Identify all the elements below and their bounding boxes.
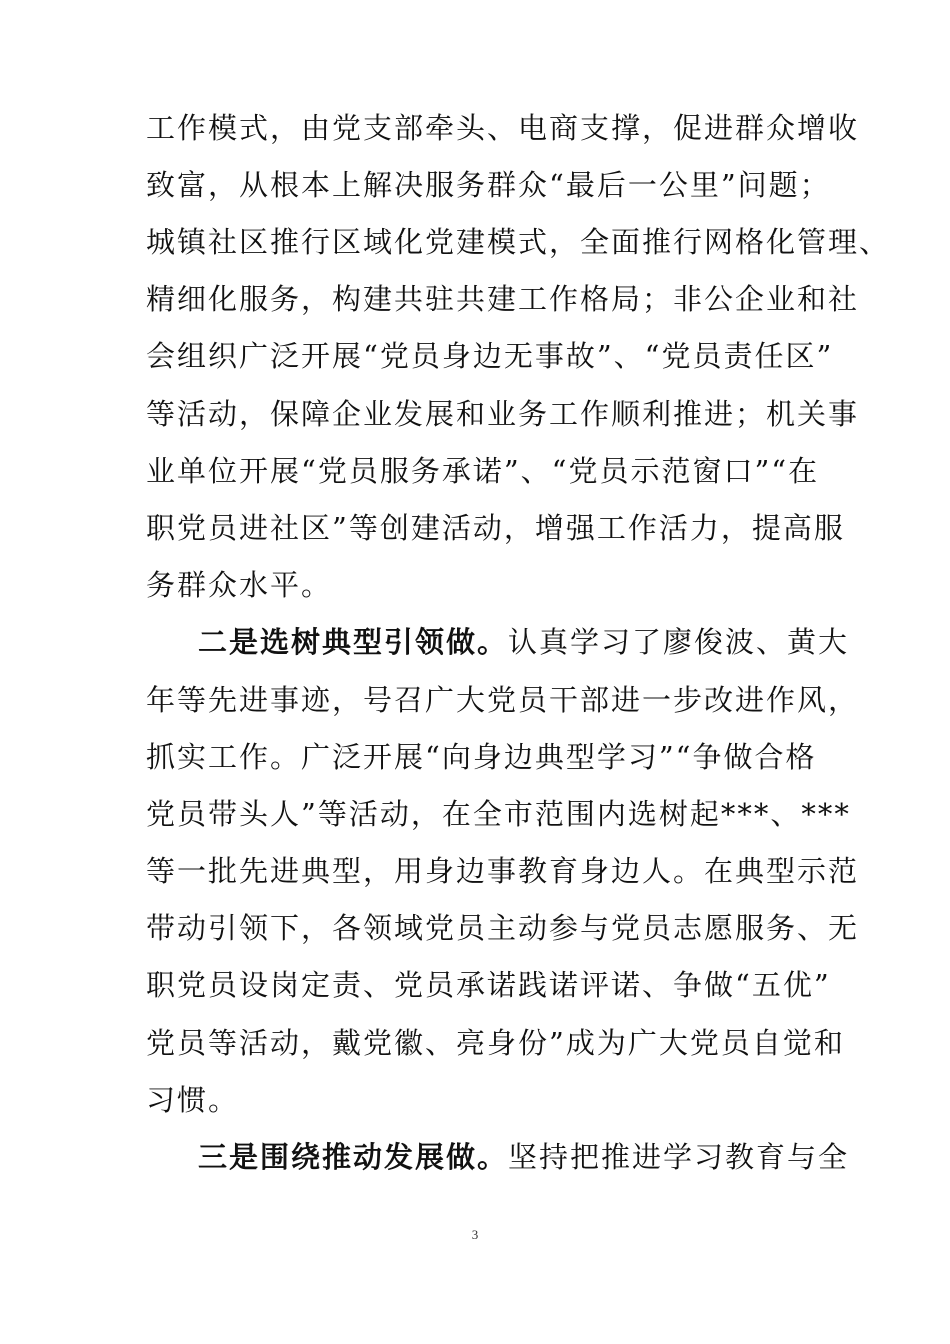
paragraph-3-line-1-text: 坚持把推进学习教育与全 [508,1140,850,1174]
paragraph-2-lead: 二是选树典型引领做。 [198,625,509,659]
page-number: 3 [471,1227,479,1242]
paragraph-2-line-2: 年等先进事迹，号召广大党员干部进一步改进作风， [146,683,860,717]
paragraph-1-line-2: 致富，从根本上解决服务群众“最后一公里”问题； [146,168,831,202]
paragraph-1-line-9: 务群众水平。 [146,568,333,602]
paragraph-2-line-7: 职党员设岗定责、党员承诺践诺评诺、争做“五优” [146,968,831,1002]
paragraph-2-line-3: 抓实工作。广泛开展“向身边典型学习”“争做合格 [146,740,817,774]
paragraph-1-line-7: 业单位开展“党员服务承诺”、“党员示范窗口”“在 [146,454,820,488]
paragraph-3-lead: 三是围绕推动发展做。 [198,1140,509,1174]
paragraph-1-line-4: 精细化服务，构建共驻共建工作格局；非公企业和社 [146,282,860,316]
paragraph-1-line-8: 职党员进社区”等创建活动，增强工作活力，提高服 [146,511,845,545]
paragraph-2-line-8: 党员等活动，戴党徽、亮身份”成为广大党员自觉和 [146,1026,845,1060]
paragraph-2-line-1 [198,622,850,662]
paragraph-1-line-6: 等活动，保障企业发展和业务工作顺利推进；机关事 [146,397,860,431]
paragraph-1-line-3: 城镇社区推行区域化党建模式，全面推行网格化管理、 [146,225,891,259]
paragraph-2-line-1-text: 认真学习了廖俊波、黄大 [508,625,850,659]
paragraph-2-line-6: 带动引领下，各领域党员主动参与党员志愿服务、无 [146,911,860,945]
paragraph-2-line-4: 党员带头人”等活动，在全市范围内选树起***、*** [146,797,851,831]
paragraph-2-line-9: 习惯。 [146,1083,240,1117]
paragraph-2-line-5: 等一批先进典型，用身边事教育身边人。在典型示范 [146,854,860,888]
paragraph-3-line-1 [198,1137,850,1177]
paragraph-1-line-1: 工作模式，由党支部牵头、电商支撑，促进群众增收 [146,111,860,145]
paragraph-1-line-5: 会组织广泛开展“党员身边无事故”、“党员责任区” [146,339,834,373]
